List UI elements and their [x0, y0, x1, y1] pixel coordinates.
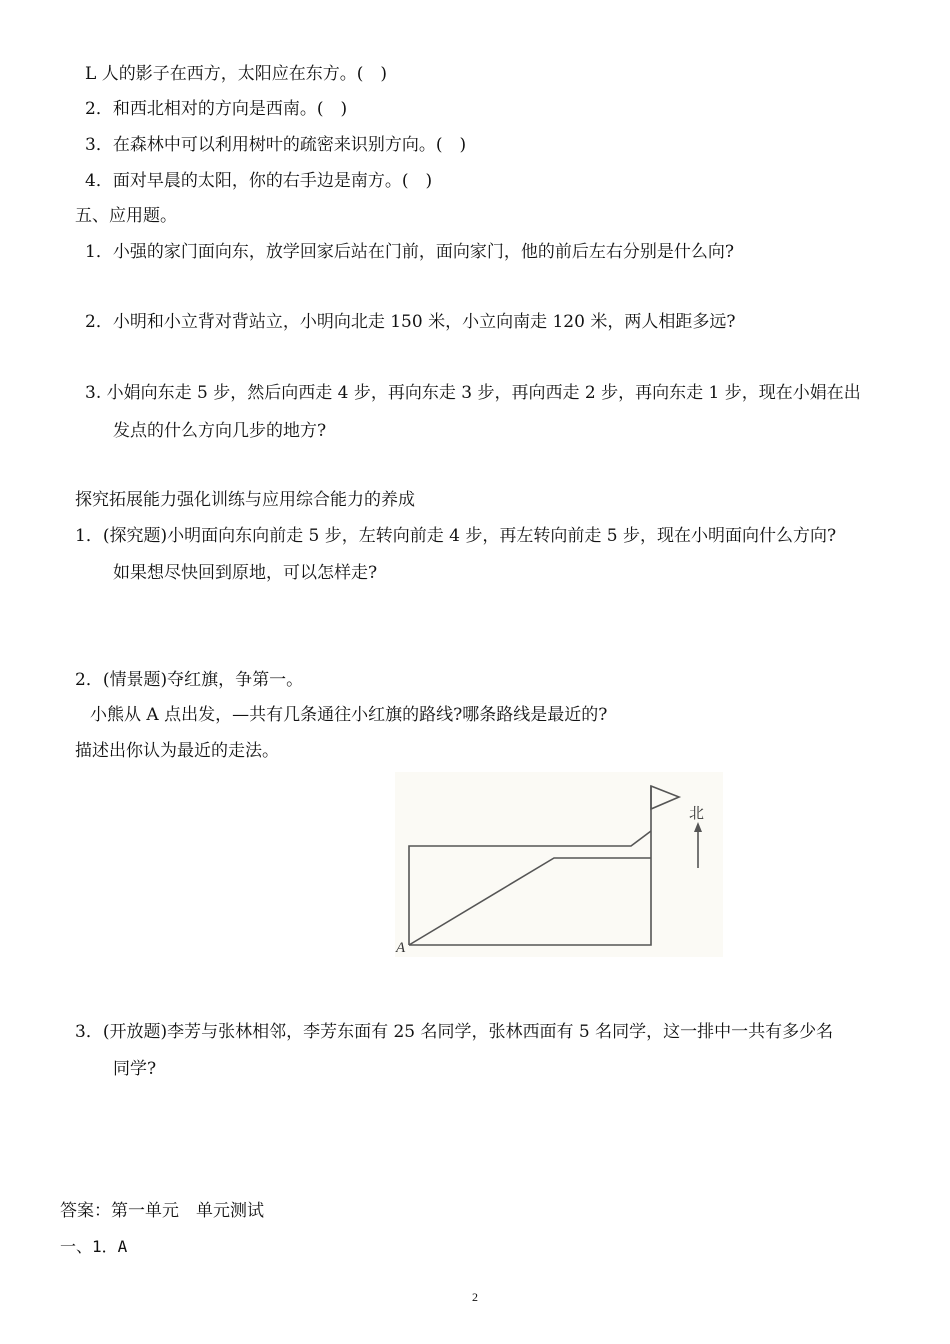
- section5-q3-line2: 发点的什么方向几步的地方?: [113, 421, 327, 441]
- judge-item-1: L 人的影子在西方，太阳应在东方。( ): [85, 64, 387, 84]
- section5-title: 五、应用题。: [75, 206, 177, 226]
- explore-q2-title: 2．(情景题)夺红旗，争第一。: [75, 670, 304, 690]
- section5-q2: 2．小明和小立背对背站立，小明向北走 150 米，小立向南走 120 米，两人相距多远?: [85, 312, 736, 332]
- explore-q3-line2: 同学?: [113, 1059, 157, 1079]
- north-label: 北: [689, 804, 705, 822]
- point-a-label: A: [396, 940, 406, 956]
- answers-line1: 一、1．A: [60, 1237, 128, 1256]
- section5-q1: 1．小强的家门面向东，放学回家后站在门前，面向家门，他的前后左右分别是什么向?: [85, 242, 734, 262]
- route-figure: [395, 772, 723, 957]
- explore-q2-line1: 小熊从 A 点出发，—共有几条通往小红旗的路线?哪条路线是最近的?: [90, 705, 608, 725]
- explore-q3-line1: 3．(开放题)李芳与张林相邻，李芳东面有 25 名同学，张林西面有 5 名同学，这一排中一共有多少名: [75, 1022, 834, 1042]
- explore-q1-line1: 1．(探究题)小明面向东向前走 5 步，左转向前走 4 步，再左转向前走 5 步，现在小明面向什么方向?: [75, 526, 837, 546]
- section5-q3-line1: 3. 小娟向东走 5 步，然后向西走 4 步，再向东走 3 步，再向西走 2 步，再向东走 1 步，现在小娟在出: [85, 383, 861, 403]
- explore-q2-line2: 描述出你认为最近的走法。: [75, 741, 279, 761]
- explore-q1-line2: 如果想尽快回到原地，可以怎样走?: [113, 563, 378, 583]
- judge-item-4: 4．面对早晨的太阳，你的右手边是南方。( ): [85, 171, 433, 191]
- route-diagram: [395, 772, 723, 957]
- page-number: 2: [472, 1290, 478, 1304]
- explore-title: 探究拓展能力强化训练与应用综合能力的养成: [75, 490, 415, 510]
- judge-item-2: 2．和西北相对的方向是西南。( ): [85, 99, 348, 119]
- judge-item-3: 3．在森林中可以利用树叶的疏密来识别方向。( ): [85, 135, 467, 155]
- answers-title: 答案：第一单元 单元测试: [60, 1201, 264, 1221]
